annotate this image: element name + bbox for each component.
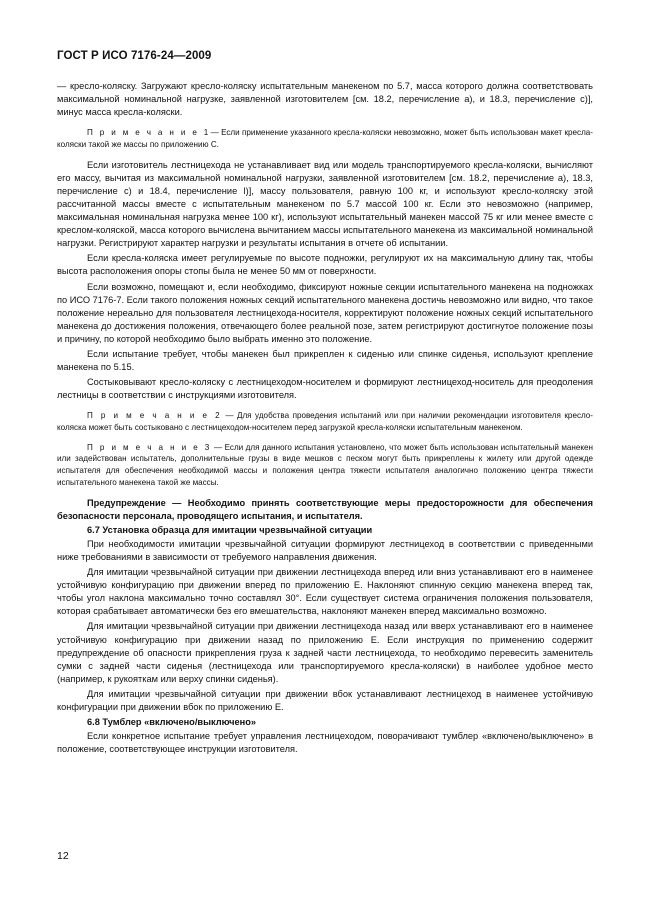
paragraph: Состыковывают кресло-коляску с лестницеходом-носителем и формируют лестницеход-носитель для преодоления лестницы в соответствии с инструкциями изготовителя. [57,377,593,401]
paragraph: Если возможно, помещают и, если необходимо, фиксируют ножные секции испытательного манекена на подножках по ИСО 7176-7. Если такого положения ножных секций испытательного манекена достичь невозможно или видно, что такое положение нереально для пользователя лестницехода-носителя, корректируют положение ножных секций испытательного манекена до достижения положения, отвечающего более реальной позе, затем регистрируют достигнутое положение позы и причину, по которой необходимо было выбрать именно это положение. [57,281,593,344]
document-body [57,80,593,758]
document-header: ГОСТ Р ИСО 7176-24—2009 [57,50,212,62]
paragraph: — кресло-коляску. Загружают кресло-коляску испытательным манекеном по 5.7, масса которого должна соответствовать максимальной номинальной нагрузке, заявленной изготовителем [см. 18.2, перечисление а), и 18.3, перечисление с)], минус масса кресла-коляски. [57,81,593,118]
note-1 [57,127,593,150]
note-2 [57,410,593,433]
paragraph: Если испытание требует, чтобы манекен был прикреплен к сиденью или спинке сиденья, используют крепление манекена по 5.15. [57,349,593,373]
warning-text: Предупреждение — Необходимо принять соответствующие меры предосторожности для обеспечения безопасности персонала, проводящего испытания, и испытателя. [57,497,593,521]
note-text: — Для удобства проведения испытаний или при наличии рекомендации изготовителя кресло-коляска может быть состыковано с лестницеходом-носителем перед загрузкой кресла-коляски испытательным манекеном. [57,411,593,433]
note-label: П р и м е ч а н и е 2 [87,411,222,421]
page-number: 12 [57,850,69,862]
paragraph: При необходимости имитации чрезвычайной ситуации формируют лестницеход в соответствии с приведенными ниже требованиями в зависимости от требуемого направления движения. [57,538,593,562]
paragraph: Для имитации чрезвычайной ситуации при движении лестницехода назад или вверх устанавливают его в наименее устойчивую конфигурацию при движении назад по приложению Е. Если инструкция по применению содержит предупреждение об опасности прикрепления груза к задней части лестницехода, то необходимо перевесить заменитель сумки с задней части сиденья (лестницехода или транспортируемого кресла-коляски) в наиболее удобное место (например, к рукояткам или верху спинки сиденья). [57,621,593,684]
paragraph: Если конкретное испытание требует управления лестницеходом, поворачивают тумблер «включено/выключено» в положение, соответствующее инструкции изготовителя. [57,731,593,755]
paragraph: Для имитации чрезвычайной ситуации при движении лестницехода вперед или вниз устанавливают его в наименее устойчивую конфигурацию при движении вперед по приложению Е. Наклоняют спинную секцию манекена вперед так, чтобы угол наклона максимально точно составлял 30°. Если существует система ограничения положения пользователя, которая срабатывает автоматически без его вмешательства, наклоняют манекен вперед максимально возможно. [57,567,593,617]
paragraph: Если кресла-коляска имеет регулируемые по высоте подножки, регулируют их на максимальную длину так, чтобы высота расположения опоры стопы была не менее 50 мм от поверхности. [57,253,593,277]
section-heading-6-7: 6.7 Установка образца для имитации чрезвычайной ситуации [87,524,373,535]
note-text: — Если применение указанного кресла-коляски невозможно, может быть использован макет кресла-коляски такой же массы по приложению С. [57,128,593,149]
paragraph: Если изготовитель лестницехода не устанавливает вид или модель транспортируемого кресла-коляски, вычисляют его массу, вычитая из максимальной номинальной нагрузки, заявленной изготовителем [см. 18.2, перечисление а), 18.3, перечисление с) и 18.4, перечисление l)], массу пользователя, равную 100 кг, и используют кресло-коляску этой рассчитанной массы вместе с испытательным манекеном по 5.7 массой 100 кг. Если это невозможно (например, максимальная номинальная нагрузка менее 100 кг), используют испытательный манекен массой 75 кг или менее вместе с креслом-коляской, масса которого вычислена вычитанием массы испытательного манекена из максимальной номинальной нагрузки. Регистрируют характер нагрузки и результаты испытания в отчете об испытании. [57,159,593,249]
section-heading-6-8: 6.8 Тумблер «включено/выключено» [87,717,257,728]
note-3 [57,442,593,489]
note-label: П р и м е ч а н и е 3 [87,442,212,452]
paragraph: Для имитации чрезвычайной ситуации при движении вбок устанавливают лестницеход в наименее устойчивую конфигурации при движении вбок по приложению Е. [57,688,593,712]
note-label: П р и м е ч а н и е 1 [87,128,211,138]
note-text: — Если для данного испытания установлено, что может быть использован испытательный манекен или задействован испытатель, дополнительные грузы в виде мешков с песком могут быть прикреплены к жилету или другой одежде испытателя для обеспечения необходимой массы и положения центра тяжести испытателя аналогично положению центра тяжести испытательного манекена такой же массы. [57,442,593,487]
